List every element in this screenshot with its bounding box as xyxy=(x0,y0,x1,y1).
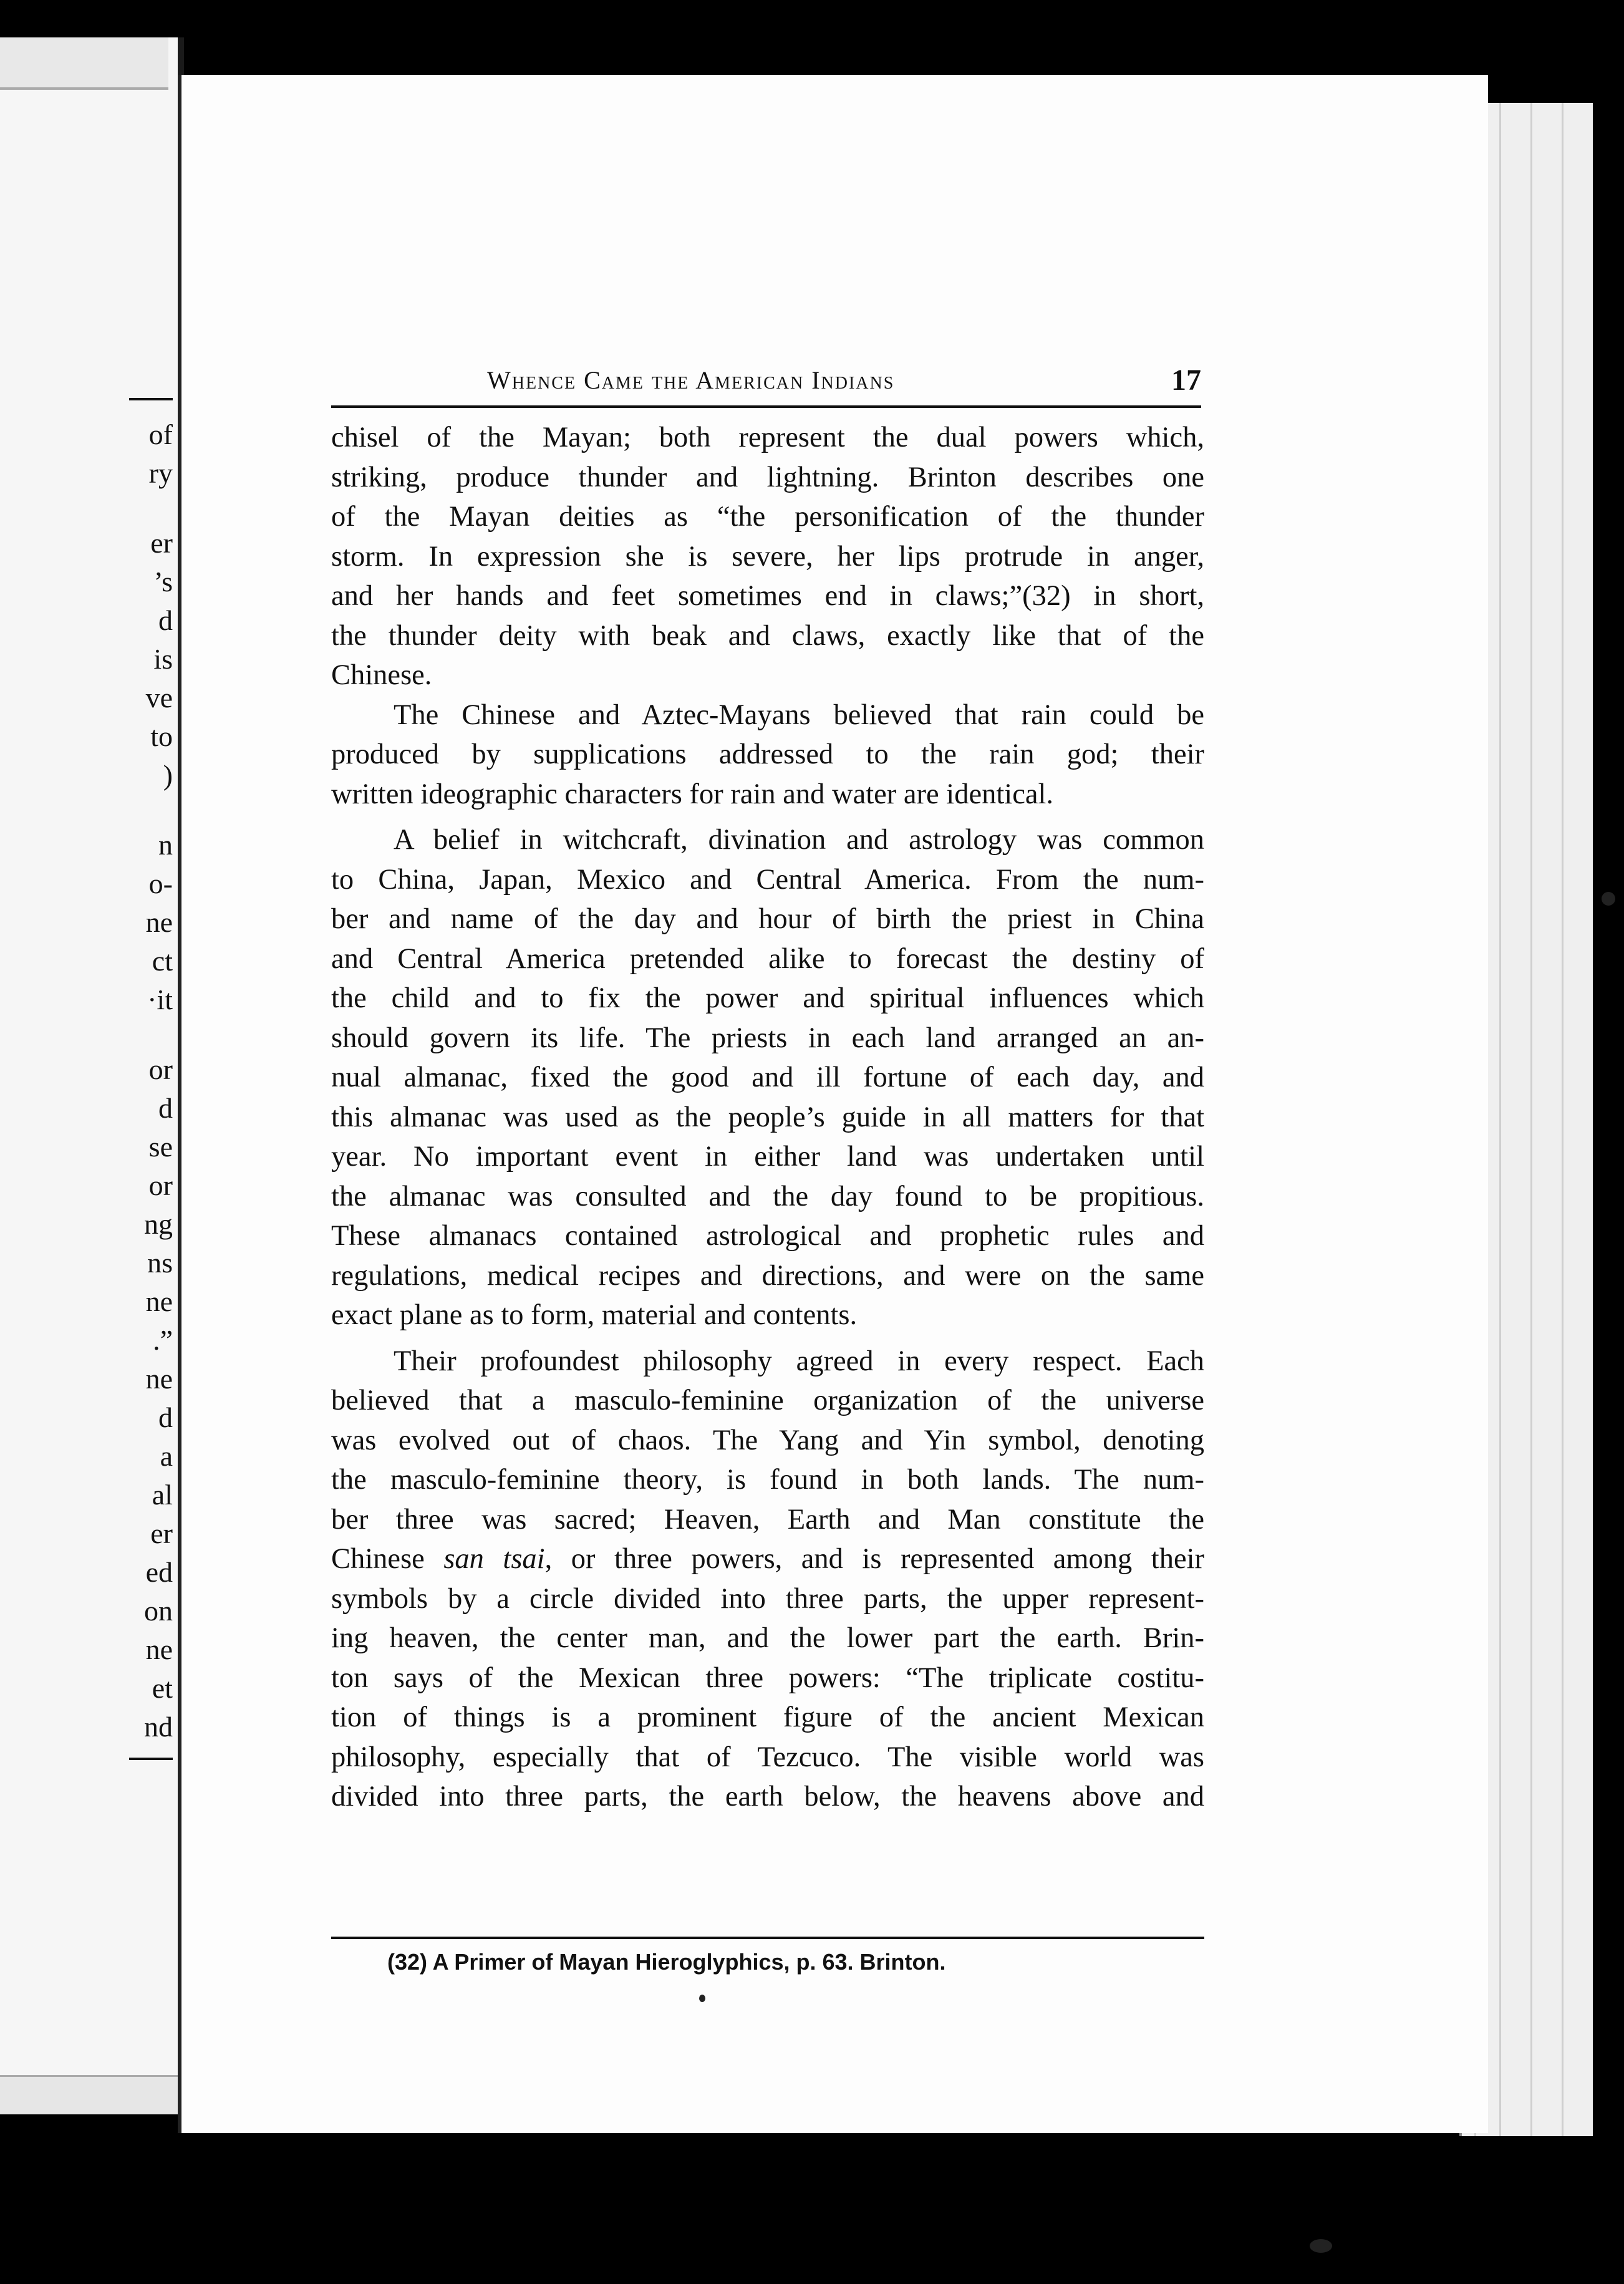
fragment: ’s xyxy=(153,566,173,598)
text-line: and Central America pretended alike to forecast the destiny of xyxy=(331,942,1204,975)
text-line: Their profoundest philosophy agreed in every respect. Each xyxy=(394,1345,1204,1377)
main-page xyxy=(178,75,1488,2133)
text-line: should govern its life. The priests in each land arranged an an- xyxy=(331,1022,1204,1054)
text-line: of the Mayan deities as “the personification of the thunder xyxy=(331,501,1204,533)
fragment: ng xyxy=(144,1208,173,1240)
fragment: d xyxy=(158,1401,173,1433)
text-line: the child and to fix the power and spiritual influences which xyxy=(331,982,1204,1014)
fragment: ne xyxy=(145,1285,173,1317)
fragment: .” xyxy=(153,1324,173,1356)
text-line: The Chinese and Aztec-Mayans believed that rain could be xyxy=(394,699,1204,731)
text-line: ing heaven, the center man, and the lower part the earth. Brin- xyxy=(331,1622,1204,1654)
text-line: produced by supplications addressed to the rain god; their xyxy=(331,738,1204,770)
fragment: or xyxy=(148,1053,173,1085)
text-line: A belief in witchcraft, divination and astrology was common xyxy=(394,824,1204,856)
fragment: ve xyxy=(145,682,173,714)
running-title: Whence Came the American Indians xyxy=(487,366,895,394)
fragment: nd xyxy=(144,1711,173,1743)
text-line: was evolved out of chaos. The Yang and Yin symbol, denoting xyxy=(331,1424,1204,1456)
footnote-rule xyxy=(331,1937,1204,1939)
text-line: chisel of the Mayan; both represent the dual powers which, xyxy=(331,422,1204,453)
text-line: ber three was sacred; Heaven, Earth and Man constitute the xyxy=(331,1503,1204,1536)
text-line: philosophy, especially that of Tezcuco. The visible world was xyxy=(331,1741,1204,1773)
fragment: ) xyxy=(163,759,173,791)
text-line: regulations, medical recipes and directions, and were on the same xyxy=(331,1259,1204,1292)
fragment: d xyxy=(158,1092,173,1124)
text-line: nual almanac, fixed the good and ill fortune of each day, and xyxy=(331,1062,1204,1093)
fragment: d xyxy=(158,604,173,636)
fragment: on xyxy=(144,1595,173,1627)
fragment: ne xyxy=(145,1363,173,1395)
text-line: the almanac was consulted and the day found to be propitious. xyxy=(331,1180,1204,1212)
text-line: written ideographic characters for rain and water are identical. xyxy=(331,778,1054,810)
footnote: (32) A Primer of Mayan Hieroglyphics, p. 63. Brinton. xyxy=(387,1949,946,1975)
text-line: Chinese. xyxy=(331,659,432,691)
text-line: Chinese san tsai, or three powers, and is represented among their xyxy=(331,1543,1205,1575)
fragment: ·it xyxy=(147,984,173,1015)
text-line: symbols by a circle divided into three parts, the upper represent- xyxy=(331,1582,1204,1615)
fragment: ns xyxy=(147,1247,173,1279)
text-line: ber and name of the day and hour of birth the priest in China xyxy=(331,903,1204,935)
text-line: These almanacs contained astrological and prophetic rules and xyxy=(331,1220,1204,1252)
page-header xyxy=(331,356,1201,408)
left-page-top-edge xyxy=(0,37,168,90)
text-line: year. No important event in either land was undertaken until xyxy=(331,1141,1204,1173)
ink-spot xyxy=(1602,892,1615,906)
text-line: this almanac was used as the people’s guide in all matters for that xyxy=(331,1101,1204,1133)
fragment: et xyxy=(152,1672,173,1704)
text-line: storm. In expression she is severe, her lips protrude in anger, xyxy=(331,540,1204,573)
text-line: the thunder deity with beak and claws, exactly like that of the xyxy=(331,619,1204,652)
text-line: the masculo-feminine theory, is found in both lands. The num- xyxy=(331,1464,1204,1496)
ink-spot xyxy=(699,1995,705,2002)
left-page-bottom-edge xyxy=(0,2075,178,2114)
fragment: ry xyxy=(148,457,173,489)
fragment: to xyxy=(150,720,173,752)
fragment: o- xyxy=(148,868,173,899)
text-line: believed that a masculo-feminine organization of the universe xyxy=(331,1385,1204,1416)
fragment: is xyxy=(153,643,173,675)
text-line: striking, produce thunder and lightning. Brinton describes one xyxy=(331,461,1204,493)
italic-term: san tsai xyxy=(443,1543,545,1575)
left-page-bottom-rule xyxy=(129,1758,173,1760)
fragment: ed xyxy=(145,1556,173,1588)
body-text xyxy=(331,418,1204,1817)
fragment: er xyxy=(150,527,173,559)
fragment: of xyxy=(148,419,173,450)
page-number: 17 xyxy=(1171,364,1201,397)
fragment: er xyxy=(150,1517,173,1549)
text-line: divided into three parts, the earth below, the heavens above and xyxy=(331,1781,1204,1812)
fragment: or xyxy=(148,1169,173,1201)
fragment: al xyxy=(152,1479,173,1511)
text-line: and her hands and feet sometimes end in claws;”(32) in short, xyxy=(331,580,1204,612)
fragment: a xyxy=(160,1440,173,1472)
fragment: n xyxy=(158,829,173,861)
fragment: se xyxy=(148,1131,173,1163)
text-line: tion of things is a prominent figure of the ancient Mexican xyxy=(331,1701,1204,1733)
ink-spot xyxy=(1310,2239,1332,2253)
text-line: ton says of the Mexican three powers: “The triplicate costitu- xyxy=(331,1662,1204,1694)
left-page-top-rule xyxy=(129,398,173,400)
text-line: to China, Japan, Mexico and Central America. From the num- xyxy=(331,863,1204,896)
fragment: ct xyxy=(152,945,173,977)
left-page xyxy=(0,37,184,2114)
fragment: ne xyxy=(145,906,173,938)
left-page-fragments xyxy=(129,387,173,1775)
fragment: ne xyxy=(145,1633,173,1665)
text-line: exact plane as to form, material and contents. xyxy=(331,1299,858,1331)
